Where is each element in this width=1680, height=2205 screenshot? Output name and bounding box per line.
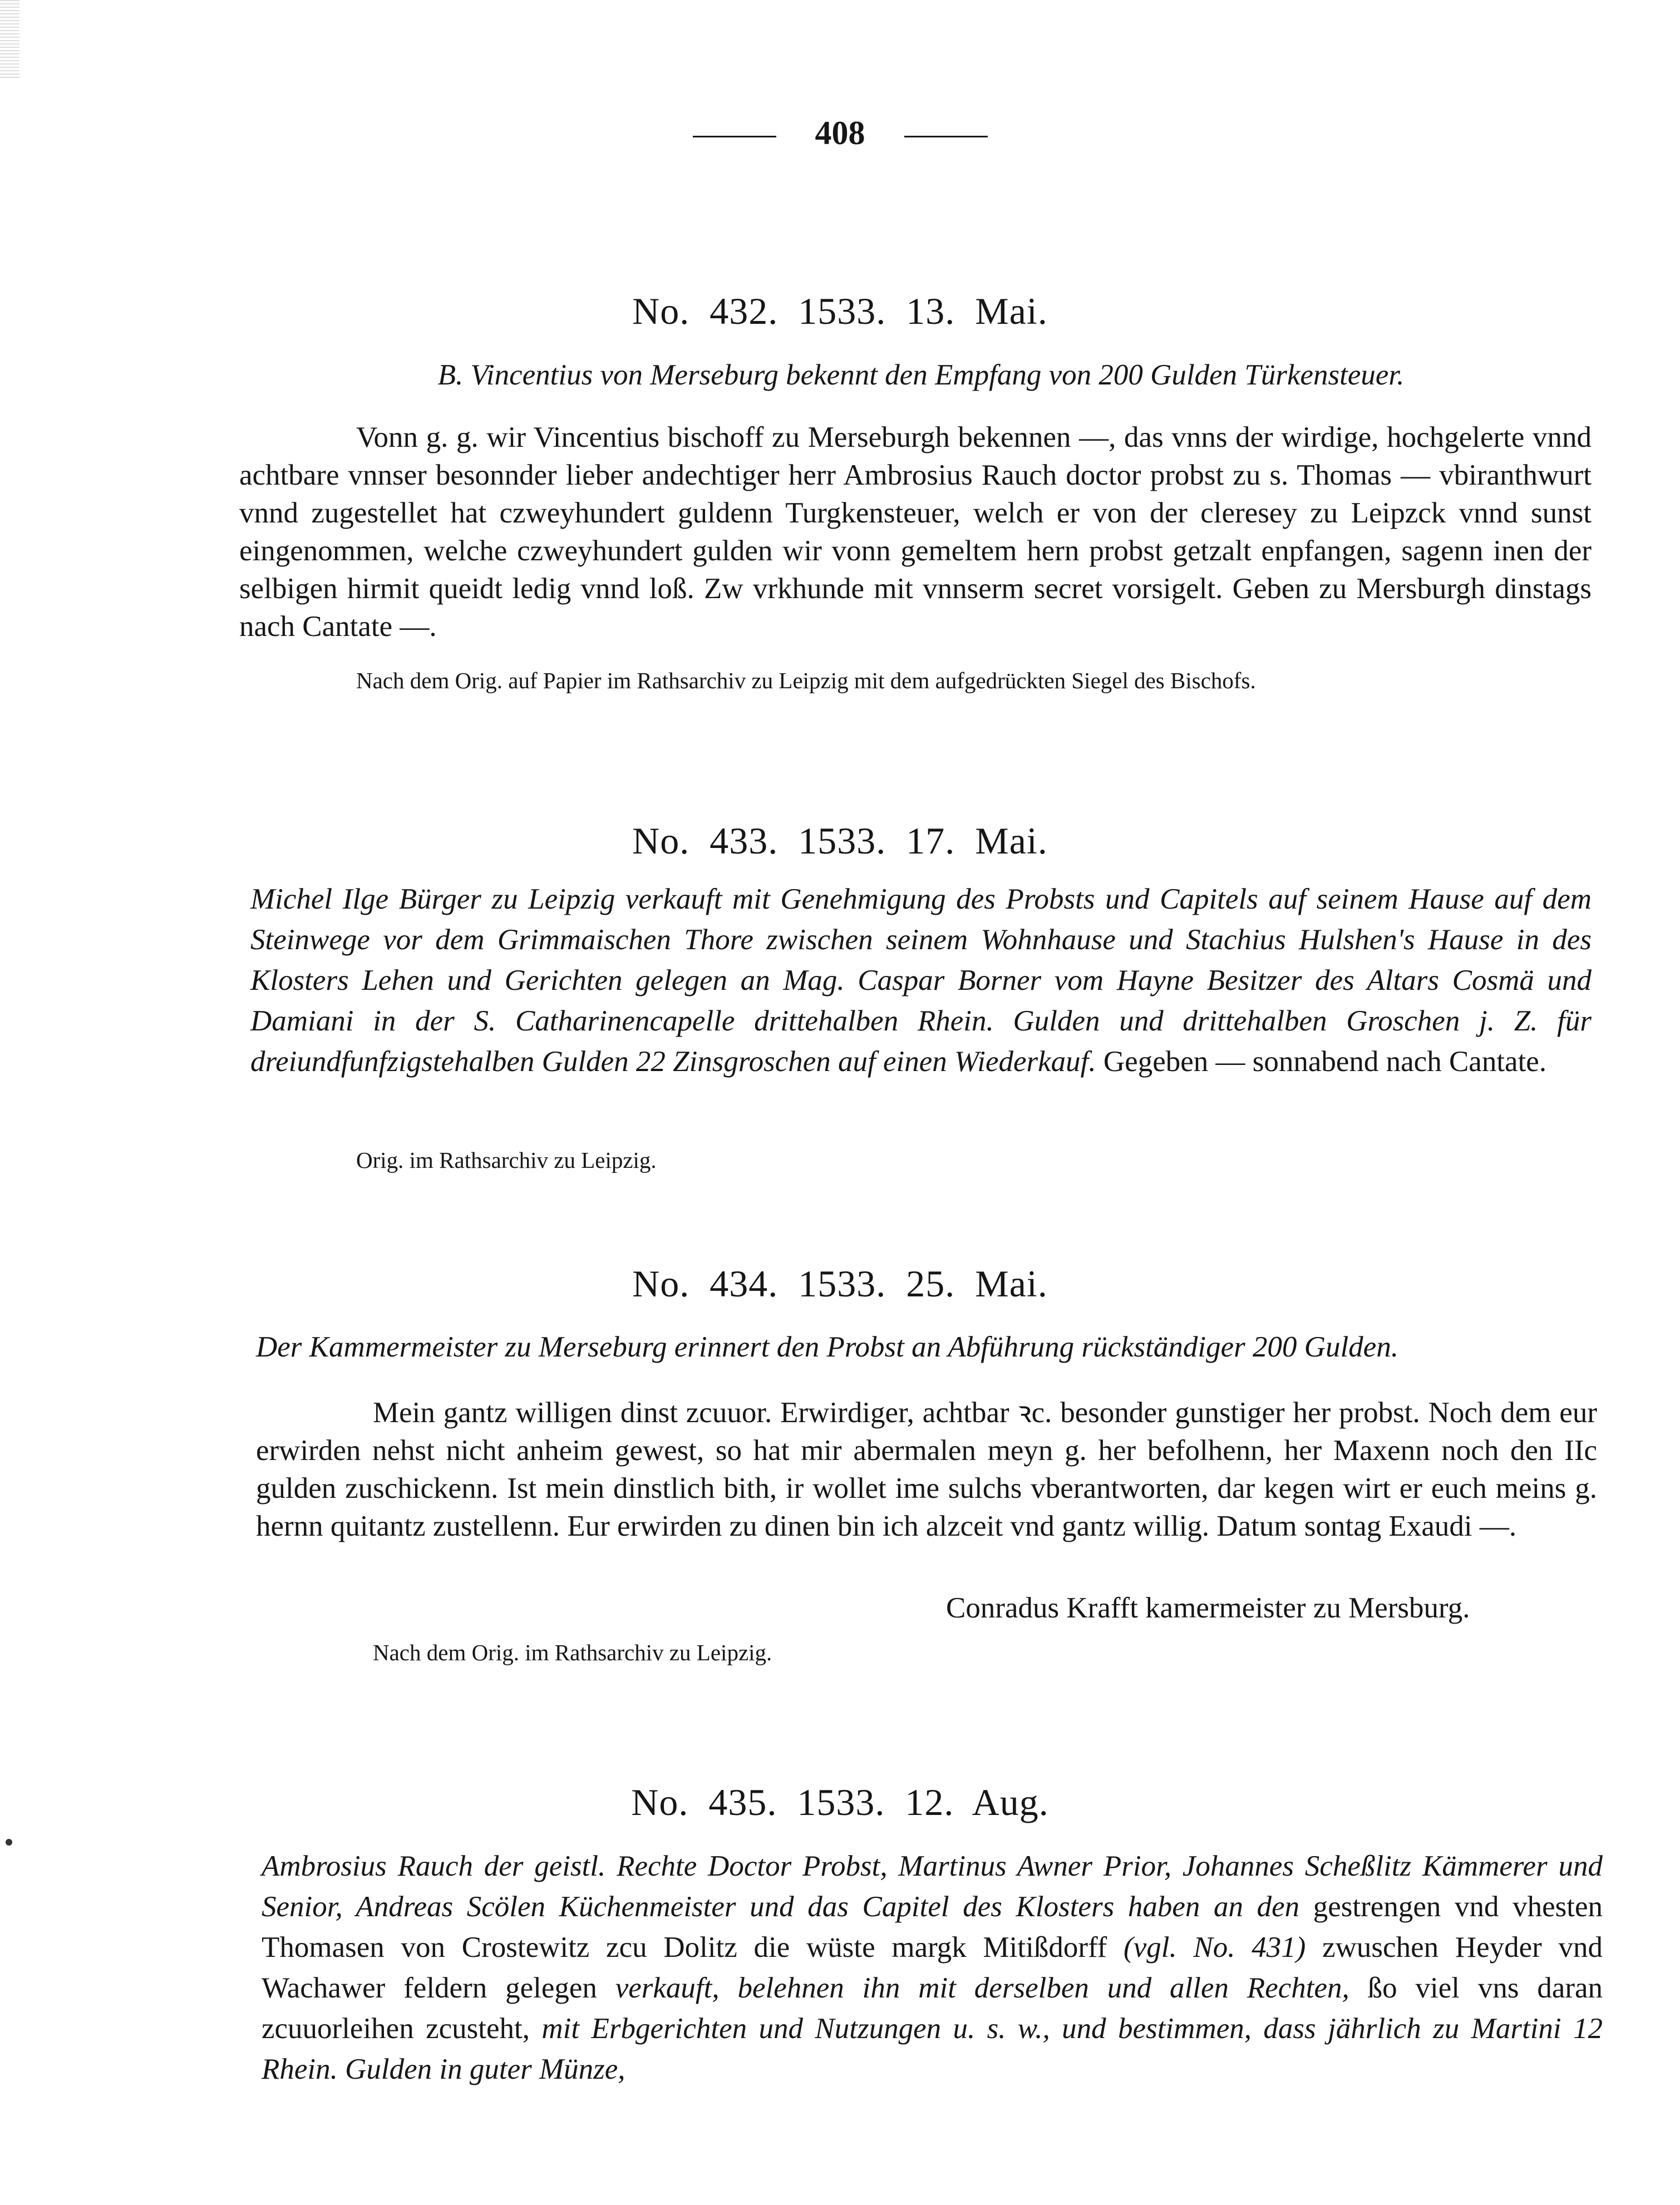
entry-source-434: Nach dem Orig. im Rathsarchiv zu Leipzig. — [373, 1640, 772, 1665]
entry-summary-433 — [250, 879, 1592, 1082]
entry-summary-432: B. Vincentius von Merseburg bekennt den Empfang von 200 Gulden Türkensteuer. — [437, 359, 1405, 391]
page-number: 408 — [815, 115, 865, 151]
header-rule-left — [693, 136, 776, 137]
entry-summary-433-text: Michel Ilge Bürger zu Leipzig verkauft mit Genehmigung des Probsts und Capitels auf seinem Hause auf dem Steinwege vor dem Grimmaischen Thore zwischen seinem Wohnhause und Stachius Hulshen's Hause in des Klosters Lehen und Gerichten gelegen an Mag. Caspar Borner vom Hayne Besitzer des Altars Cosmä und Damiani in der S. Catharinencapelle drittehalben Rhein. Gulden und drittehalben Groschen j. Z. für dreiundfunfzigstehalben Gulden 22 Zinsgroschen auf einen Wiederkauf. — [250, 883, 1592, 1078]
entry-summary-435-a: Ambrosius Rauch der geistl. Rechte Doctor Probst, Martinus Awner Prior, Johannes Scheßlitz Kämmerer und Senior, Andreas Scölen Küchenmeister und das Capitel des Klosters haben an den — [262, 1850, 1603, 1923]
entry-summary-434: Der Kammermeister zu Merseburg erinnert den Probst an Abführung rückständiger 200 Gulden. — [256, 1331, 1399, 1363]
page-header — [0, 114, 1680, 152]
entry-title-435: No. 435. 1533. 12. Aug. — [631, 1781, 1049, 1823]
entry-summary-435-g: mit Erbgerichten und Nutzungen u. s. w., und bestimmen, dass jährlich zu Martini 12 Rhein. Gulden in guter Münze, — [262, 2012, 1603, 2085]
entry-title-433: No. 433. 1533. 17. Mai. — [632, 820, 1048, 862]
entry-title-434: No. 434. 1533. 25. Mai. — [632, 1262, 1048, 1305]
entry-summary-433-tail: Gegeben — sonnabend nach Cantate. — [1103, 1045, 1547, 1078]
entry-summary-435-f: ßo viel vns daran zcuuorleihen zcusteht, — [262, 1972, 1603, 2045]
margin-speck — [6, 1839, 12, 1846]
header-rule-right — [904, 136, 988, 137]
entry-summary-435-c: (vgl. No. 431) — [1124, 1931, 1306, 1964]
entry-source-433: Orig. im Rathsarchiv zu Leipzig. — [356, 1147, 657, 1173]
entry-text-434 — [256, 1394, 1597, 1545]
entry-paragraph-434: Mein gantz willigen dinst zcuuor. Erwirdiger, achtbar ꝛc. besonder gunstiger her probst. Noch dem eur erwirden nehst nicht anheim gewest, so hat mir abermalen meyn g. her befolhenn, her Maxenn noch den IIc gulden zuschickenn. Ist mein dinstlich bith, ir wollet ime sulchs vberantworten, dar kegen wirt er euch meins g. hernn quitantz zustellenn. Eur erwirden zu dinen bin ich alzceit vnd gantz willig. Datum sontag Exaudi —. — [256, 1397, 1597, 1542]
entry-summary-435-d: zwuschen Heyder vnd Wachawer feldern gelegen — [262, 1931, 1603, 2004]
entry-signature-434: Conradus Krafft kamermeister zu Mersburg. — [946, 1592, 1470, 1624]
entry-text-432 — [239, 418, 1592, 645]
entry-summary-435-e: verkauft, belehnen ihn mit derselben und allen Rechten, — [615, 1972, 1349, 2004]
entry-source-432: Nach dem Orig. auf Papier im Rathsarchiv zu Leipzig mit dem aufgedrückten Siegel des Bischofs. — [356, 668, 1256, 693]
entry-paragraph-432: Vonn g. g. wir Vincentius bischoff zu Merseburgh bekennen —, das vnns der wirdige, hochgelerte vnnd achtbare vnnser besonnder lieber andechtiger herr Ambrosius Rauch doctor probst zu s. Thomas — vbiranthwurt vnnd zugestellet hat czweyhundert guldenn Turgkensteuer, welch er von der cleresey zu Leipzck vnnd sunst eingenommen, welche czweyhundert gulden wir vonn gemeltem hern probst getzalt enpfangen, sagenn inen der selbigen hirmit queidt ledig vnnd loß. Zw vrkhunde mit vnnserm secret vorsigelt. Geben zu Mersburgh dinstags nach Cantate —. — [239, 421, 1592, 643]
scan-edge-noise — [0, 0, 19, 78]
entry-summary-435 — [262, 1846, 1603, 2090]
entry-title-432: No. 432. 1533. 13. Mai. — [632, 290, 1048, 332]
entry-summary-435-b: gestrengen vnd vhesten Thomasen von Crostewitz zcu Dolitz die wüste margk Mitißdorff — [262, 1891, 1603, 1964]
